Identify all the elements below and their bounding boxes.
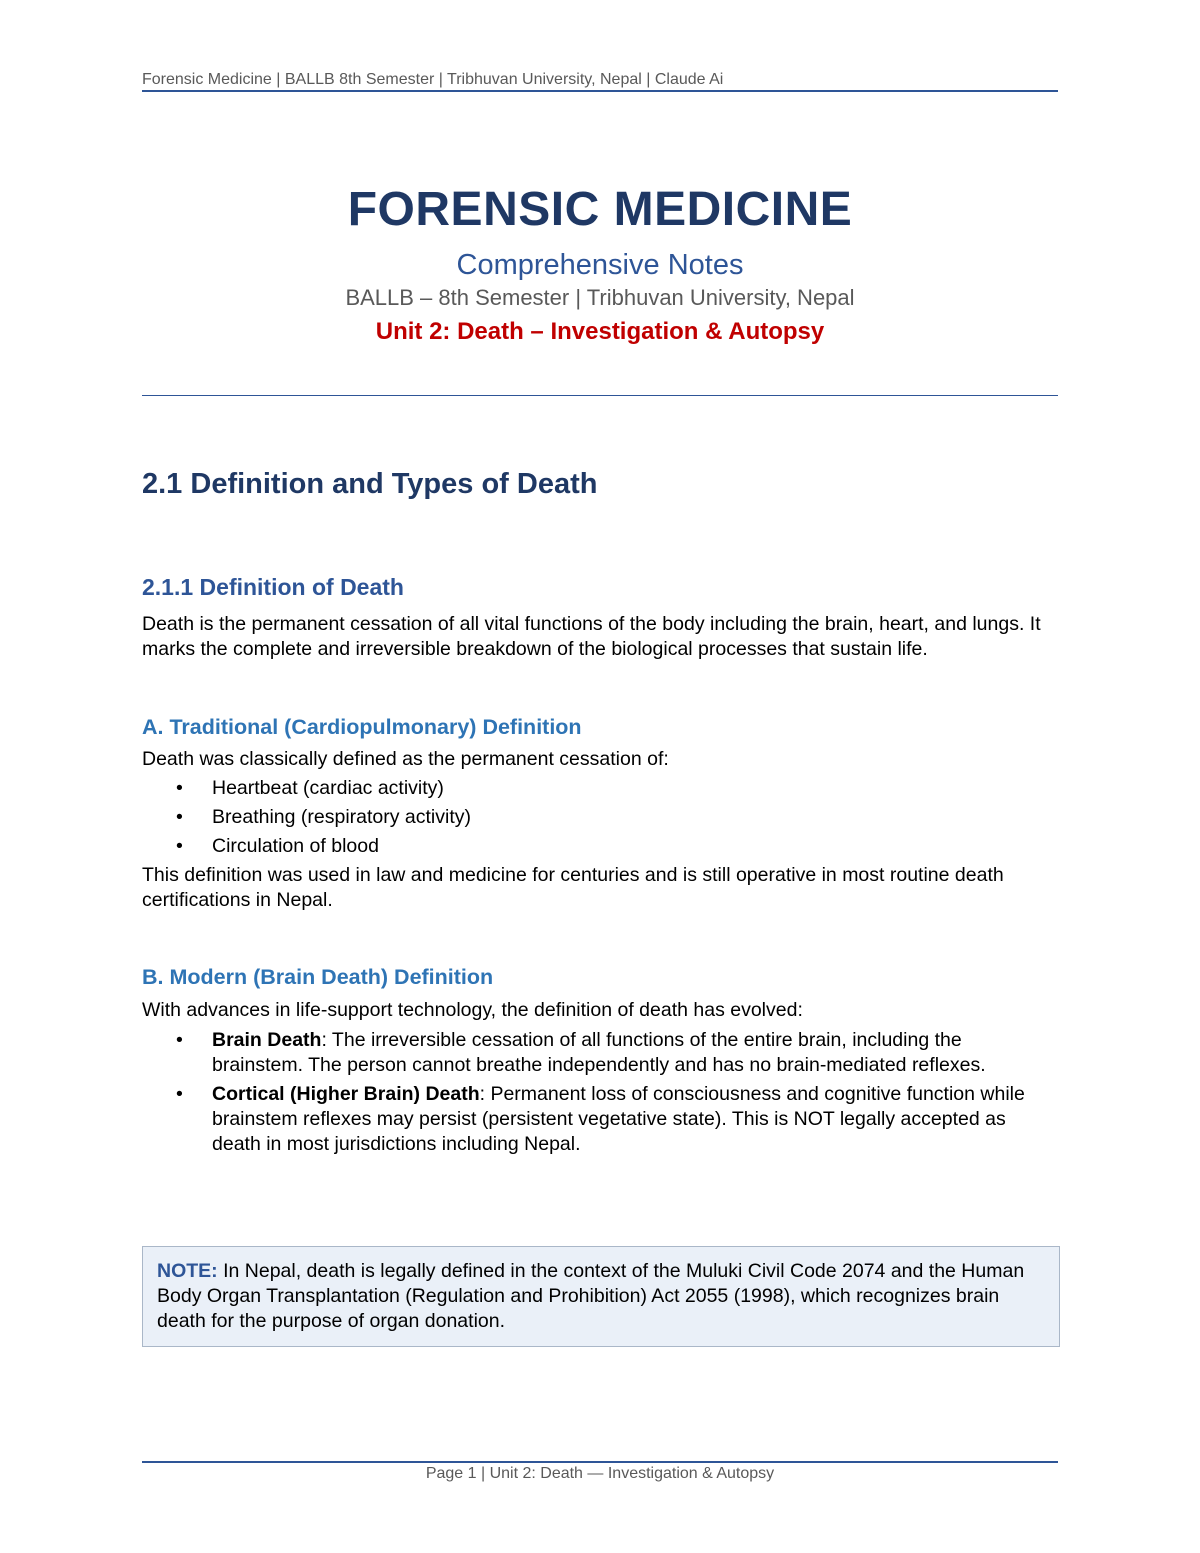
bullet-icon: • bbox=[176, 806, 183, 828]
document-subtitle: Comprehensive Notes bbox=[456, 249, 744, 281]
footer-rule bbox=[142, 1461, 1058, 1463]
part-a-closing: This definition was used in law and medicine for centuries and is still operative in most routine death certifications in Nepal. bbox=[142, 864, 1004, 911]
page-header: Forensic Medicine | BALLB 8th Semester | Tribhuvan University, Nepal | Claude Ai bbox=[142, 71, 724, 88]
part-b-lead: With advances in life-support technology, the definition of death has evolved: bbox=[142, 999, 803, 1021]
page-footer: Page 1 | Unit 2: Death — Investigation & Autopsy bbox=[425, 1465, 775, 1482]
list-item-text: Breathing (respiratory activity) bbox=[212, 806, 472, 828]
bullet-icon: • bbox=[176, 835, 183, 857]
bullet-icon: • bbox=[176, 777, 183, 799]
list-item bbox=[142, 834, 1058, 859]
term-label: Brain Death bbox=[212, 1029, 322, 1051]
title-block bbox=[142, 182, 1058, 347]
part-a-list bbox=[142, 776, 1058, 859]
part-b-heading: B. Modern (Brain Death) Definition bbox=[142, 965, 494, 989]
term-description: : Permanent loss of consciousness and cognitive function while brainstem reflexes may persist (persistent vegetative state). This is NOT legally accepted as death in most jurisdictions including Nepal. bbox=[212, 1083, 1025, 1155]
main-content bbox=[142, 462, 1058, 1157]
list-item bbox=[142, 1082, 1058, 1157]
list-item bbox=[142, 805, 1058, 830]
definition-paragraph: Death is the permanent cessation of all vital functions of the body including the brain, heart, and lungs. It marks the complete and irreversible breakdown of the biological processes that sustain life. bbox=[142, 613, 1041, 660]
list-item-text: Circulation of blood bbox=[212, 835, 379, 857]
term-label: Cortical (Higher Brain) Death bbox=[212, 1083, 480, 1105]
part-a-lead: Death was classically defined as the permanent cessation of: bbox=[142, 748, 669, 770]
course-line: BALLB – 8th Semester | Tribhuvan University, Nepal bbox=[345, 285, 855, 310]
note-label: NOTE: bbox=[157, 1260, 218, 1282]
part-a-heading: A. Traditional (Cardiopulmonary) Definition bbox=[142, 715, 582, 739]
bullet-icon: • bbox=[176, 1029, 183, 1051]
note-callout bbox=[142, 1246, 1060, 1347]
subsection-heading: 2.1.1 Definition of Death bbox=[142, 574, 404, 600]
document-title: FORENSIC MEDICINE bbox=[347, 183, 853, 236]
part-b-list bbox=[142, 1028, 1058, 1157]
bullet-icon: • bbox=[176, 1083, 183, 1105]
unit-title: Unit 2: Death – Investigation & Autopsy bbox=[375, 318, 825, 345]
list-item-text: Heartbeat (cardiac activity) bbox=[212, 777, 444, 799]
list-item bbox=[142, 776, 1058, 801]
section-heading: 2.1 Definition and Types of Death bbox=[142, 468, 598, 500]
list-item bbox=[142, 1028, 1058, 1078]
header-rule bbox=[142, 90, 1058, 92]
title-rule bbox=[142, 395, 1058, 396]
note-text: In Nepal, death is legally defined in the context of the Muluki Civil Code 2074 and the Human Body Organ Transplantation (Regulation and Prohibition) Act 2055 (1998), which recognizes brain death for the purpose of organ donation. bbox=[157, 1260, 1025, 1332]
term-description: : The irreversible cessation of all functions of the entire brain, including the brainstem. The person cannot breathe independently and has no brain-mediated reflexes. bbox=[212, 1029, 986, 1076]
